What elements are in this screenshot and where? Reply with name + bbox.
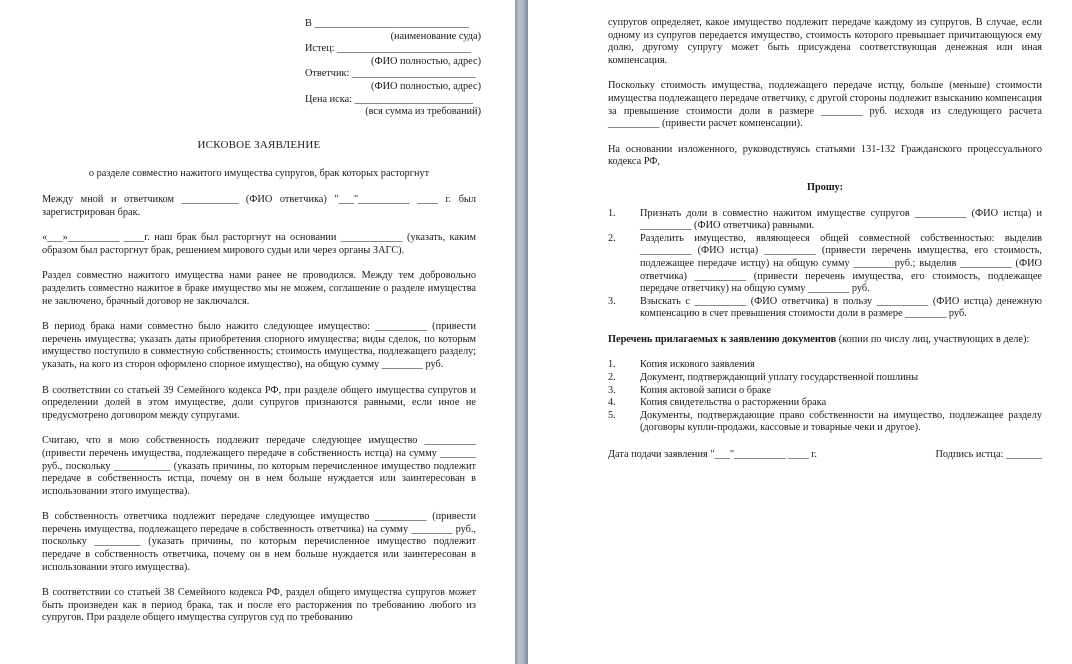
- paragraph-property: В период брака нами совместно было нажито следующее имущество: __________ (привести перечень имущества; указать даты приобретения спорного имущества; виды сделок, по которым имущество поступило в совместную собственность; стоимость имущества, подлежащего разделу; указать, на кого из сторон оформлено спорное имущество), на общую сумму ________ руб.: [42, 321, 476, 370]
- defendant-hint: (ФИО полностью, адрес): [371, 80, 481, 92]
- request-text: Разделить имущество, являющееся общей совместной собственностью: выделив __________ (ФИО истца) __________ (привести перечень имущества, его стоимость, подлежащее передаче истцу) на общую сумму ________руб.; выделив __________ (ФИО ответчика) __________ (привести перечень имущества, его стоимость, подлежащее передаче ответчику) на общую сумму ________ руб.: [640, 232, 1042, 295]
- signature-field: Подпись истца: _______: [935, 449, 1042, 461]
- signature-row: [608, 449, 1042, 462]
- plaintiff-hint: (ФИО полностью, адрес): [371, 55, 481, 67]
- annex-text: Копия искового заявления: [640, 359, 755, 371]
- paragraph-legal-basis: На основании изложенного, руководствуясь статьями 131-132 Гражданского процессуального кодекса РФ,: [608, 143, 1042, 168]
- paragraph-divorce: «___»__________ ____г. наш брак был расторгнут на основании ____________ (указать, каким образом был расторгнут брак, решением мирового судьи или через органы ЗАГС).: [42, 232, 476, 256]
- annex-heading-rest: (копии по числу лиц, участвующих в деле):: [836, 333, 1030, 345]
- annex-item: [608, 397, 1042, 410]
- annex-heading: [608, 334, 1042, 347]
- paragraph-article-38: В соответствии со статьей 38 Семейного кодекса РФ, раздел общего имущества супругов может быть произведен как в период брака, так и после его расторжения по требованию любого из супругов. При разделе общего имущества супругов суд по требованию: [42, 587, 476, 624]
- request-item: [608, 208, 1042, 233]
- annex-text: Копия актовой записи о браке: [640, 384, 771, 396]
- paragraph-marriage: Между мной и ответчиком ___________ (ФИО ответчика) "___"__________ ____ г. был зарегистрирован брак.: [42, 194, 476, 218]
- annex-item: [608, 359, 1042, 372]
- left-body: [42, 194, 476, 638]
- annex-text: Копия свидетельства о расторжении брака: [640, 397, 827, 409]
- court-field: В ______________________________: [305, 18, 469, 29]
- annex-number: 4.: [608, 397, 616, 409]
- paragraph-compensation-rule: супругов определяет, какое имущество подлежит передаче каждому из супругов. В случае, если одному из супругов передается имущество, стоимость которого превышает причитающуюся ему долю, другому супругу может быть присуждена соответствующая денежная или иная компенсация.: [608, 17, 1042, 66]
- request-number: 1.: [608, 207, 616, 219]
- annex-number: 3.: [608, 384, 616, 396]
- annex-item: [608, 385, 1042, 398]
- request-item: [608, 296, 1042, 321]
- right-body: [608, 17, 1042, 462]
- annex-item: [608, 372, 1042, 385]
- court-hint: (наименование суда): [390, 30, 481, 42]
- paragraph-compensation-calc: Поскольку стоимость имущества, подлежащего передаче истцу, больше (меньше) стоимости имущества подлежащего передаче ответчику, с другой стороны подлежит взысканию компенсация за превышение стоимости доли в размере ________ руб. исходя из следующего расчета __________ (привести расчет компенсации).: [608, 80, 1042, 130]
- request-text: Признать доли в совместно нажитом имуществе супругов __________ (ФИО истца) и __________ (ФИО ответчика) равными.: [640, 207, 1042, 232]
- request-heading: Прошу:: [806, 181, 844, 193]
- annex-number: 2.: [608, 372, 616, 384]
- request-text: Взыскать с __________ (ФИО ответчика) в пользу __________ (ФИО истца) денежную компенсацию в счет превышения стоимости доли в размере ________ руб.: [640, 295, 1042, 320]
- annex-number: 1.: [608, 359, 616, 371]
- document-subtitle: о разделе совместно нажитого имущества супругов, брак которых расторгнут: [88, 168, 430, 179]
- annex-text: Документ, подтверждающий уплату государственной пошлины: [640, 372, 919, 384]
- addressee-block: [305, 18, 485, 119]
- request-list: [608, 208, 1042, 321]
- page-gutter: [515, 0, 528, 664]
- document-page-left: [0, 0, 515, 664]
- paragraph-defendant-share: В собственность ответчика подлежит передаче следующее имущество __________ (привести перечень имущества, подлежащего передаче в собственность ответчика) на сумму ________ руб., поскольку _________ (указать причины, по которым перечисленное имущество подлежит передаче в собственность ответчика, почему он в нем больше нуждается или заинтересован в использовании этого имущества).: [42, 511, 476, 573]
- annex-number: 5.: [608, 409, 616, 421]
- document-page-right: [528, 0, 1072, 664]
- request-number: 3.: [608, 295, 616, 307]
- paragraph-no-division: Раздел совместно нажитого имущества нами ранее не проводился. Между тем добровольно разделить совместно нажитое в браке имущество мы не можем, соглашение о разделе имущества не заключено, брачный договор не заключался.: [42, 270, 476, 307]
- claim-price-hint: (вся сумма из требований): [365, 106, 481, 118]
- request-item: [608, 233, 1042, 296]
- claim-price-field: Цена иска: _______________________: [305, 93, 474, 105]
- paragraph-article-39: В соответствии со статьей 39 Семейного кодекса РФ, при разделе общего имущества супругов и определении долей в этом имуществе, доли супругов признаются равными, если иное не предусмотрено договором между супругами.: [42, 384, 476, 421]
- annex-item: [608, 410, 1042, 435]
- annex-heading-bold: Перечень прилагаемых к заявлению документов: [608, 333, 837, 345]
- request-number: 2.: [608, 232, 616, 244]
- defendant-field: Ответчик: ________________________: [305, 68, 476, 80]
- document-title: ИСКОВОЕ ЗАЯВЛЕНИЕ: [197, 139, 321, 151]
- annex-list: [608, 359, 1042, 435]
- paragraph-plaintiff-share: Считаю, что в мою собственность подлежит передаче следующее имущество __________ (привести перечень имущества, подлежащего передаче в собственность истца) на сумму _______ руб., поскольку ___________ (указать причины, по которым перечисленное имущество подлежит передаче в собственность истца, почему он в нем больше нуждается или заинтересован в использовании этого имущества).: [42, 435, 476, 497]
- annex-text: Документы, подтверждающие право собственности на имущество, подлежащее разделу (договоры купли-продажи, кассовые и товарные чеки и другое).: [640, 409, 1042, 434]
- filing-date-field: Дата подачи заявления "___"__________ ____ г.: [608, 449, 817, 461]
- plaintiff-field: Истец: __________________________: [305, 43, 471, 55]
